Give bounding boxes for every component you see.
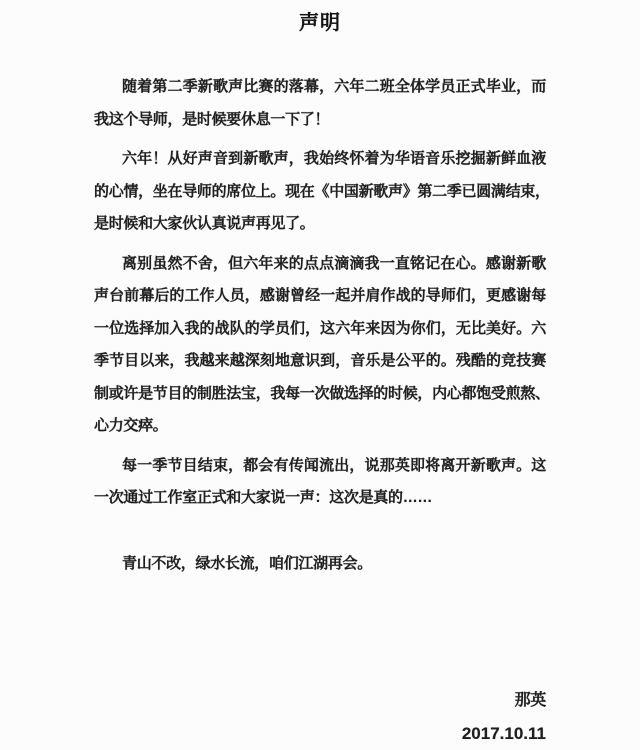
text-line: 的心情，坐在导师的席位上。现在《中国新歌声》第二季已圆满结束， [94,182,550,200]
text-line: 是时候和大家伙认真说声再见了。 [94,215,315,232]
text-line: 声台前幕后的工作人员，感谢曾经一起并肩作战的导师们，更感谢每 [94,287,546,304]
text-line: 我这个导师，是时候要休息一下了！ [94,110,330,128]
signature-date: 2017.10.11 [461,723,546,743]
text-line: 心力交瘁。 [94,417,168,434]
text-line: 每一季节目结束，都会有传闻流出，说那英即将离开新歌声。这 [122,456,546,474]
paragraph-1 [94,71,546,136]
text-line: 离别虽然不舍，但六年来的点点滴滴我一直铭记在心。感谢新歌 [122,254,546,272]
paragraph-3 [94,248,550,443]
signature-block [94,685,546,750]
signature-name: 那英 [514,692,546,709]
text-line: 青山不改，绿水长流，咱们江湖再会。 [122,554,372,572]
paragraph-closing [94,548,546,581]
text-line: 一位选择加入我的战队的学员们，这六年来因为你们，无比美好。六 [94,319,546,337]
paragraph-4 [94,450,546,515]
text-line: 随着第二季新歌声比赛的落幕，六年二班全体学员正式毕业，而 [122,78,546,95]
text-line: 六年！从好声音到新歌声，我始终怀着为华语音乐挖掘新鲜血液 [122,150,546,167]
text-line: 一次通过工作室正式和大家说一声：这次是真的…… [94,489,433,506]
text-line: 制或许是节目的制胜法宝，我每一次做选择的时候，内心都饱受煎熬、 [94,384,550,402]
paragraph-2 [94,143,550,241]
document-title: 声明 [299,12,341,34]
text-line: 季节目以来，我越来越深刻地意识到，音乐是公平的。残酷的竞技赛 [94,352,546,369]
document-body [94,37,550,750]
